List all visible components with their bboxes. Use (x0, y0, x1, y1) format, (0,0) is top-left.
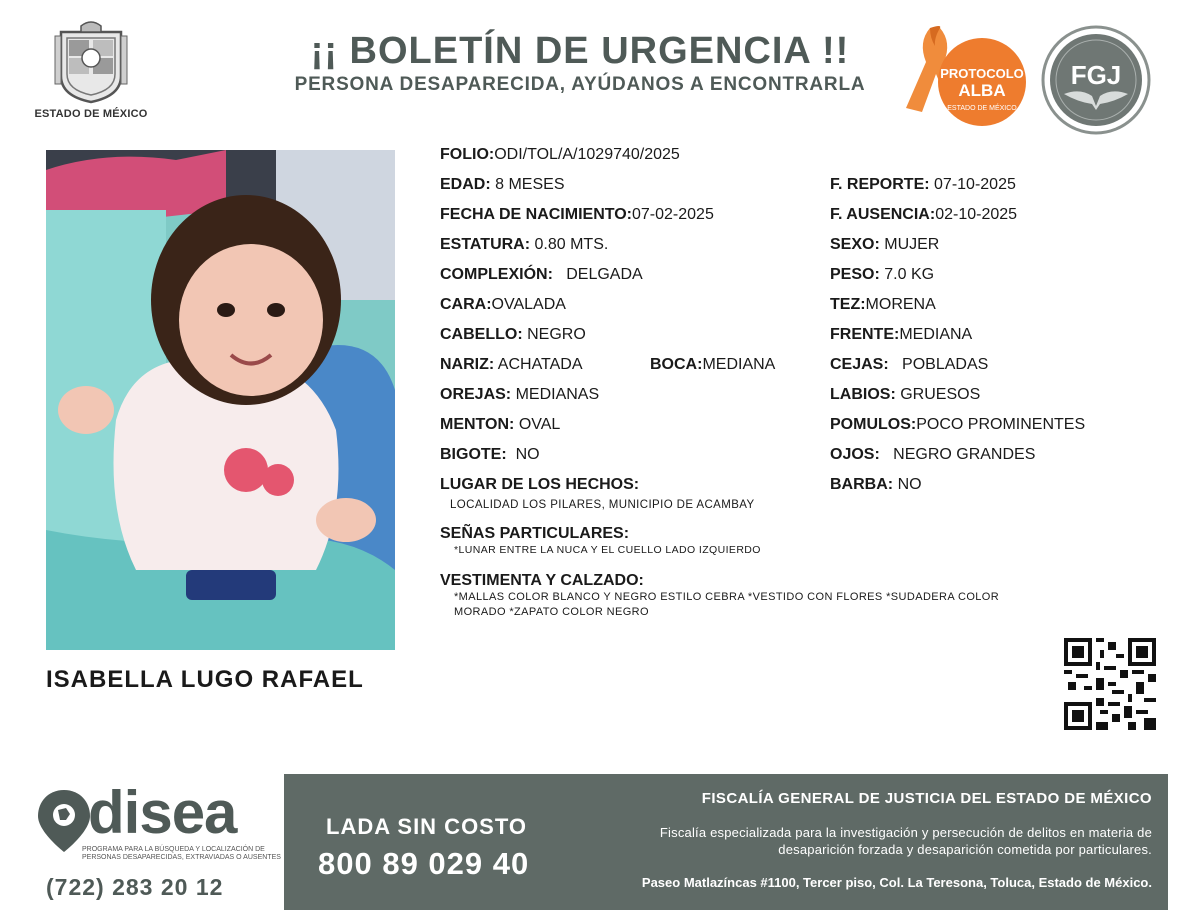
field-label: FOLIO: (440, 146, 495, 163)
photo-illustration (46, 150, 395, 650)
field-label: POMULOS: (830, 416, 917, 433)
field-tez (830, 295, 936, 315)
field-label: MENTON: (440, 416, 515, 433)
person-name: ISABELLA LUGO RAFAEL (46, 666, 364, 693)
field-vestimenta-label (440, 571, 644, 591)
field-label: CABELLO: (440, 326, 523, 343)
field-complexion (440, 265, 643, 285)
odisea-program (36, 779, 281, 906)
field-label: LABIOS: (830, 386, 896, 403)
footer-contact-bar (284, 774, 1168, 910)
field-cara (440, 295, 566, 315)
field-labios (830, 385, 980, 405)
field-value: 07-10-2025 (934, 176, 1016, 193)
field-value: 7.0 KG (884, 266, 935, 283)
field-label: CEJAS: (830, 356, 889, 373)
odisea-wordmark: disea (88, 779, 237, 846)
bulletin-title: ¡¡ BOLETÍN DE URGENCIA !! (310, 30, 850, 72)
field-value: MEDIANAS (515, 386, 600, 403)
alba-line3: ESTADO DE MÉXICO (947, 105, 1017, 112)
field-label: FECHA DE NACIMIENTO: (440, 206, 632, 223)
qr-code[interactable] (1064, 638, 1156, 730)
field-nariz (440, 355, 583, 375)
field-f-ausencia (830, 205, 1017, 225)
field-label: CARA: (440, 296, 492, 313)
field-label: NARIZ: (440, 356, 495, 373)
map-pin-icon (36, 788, 92, 854)
field-label: PESO: (830, 266, 880, 283)
field-label: LUGAR DE LOS HECHOS: (440, 476, 640, 493)
fiscalia-name: FISCALÍA GENERAL DE JUSTICIA DEL ESTADO DE MÉXICO (701, 790, 1152, 807)
field-label: VESTIMENTA Y CALZADO: (440, 572, 644, 589)
field-value: 07-02-2025 (632, 206, 714, 223)
field-value: MEDIANA (702, 356, 776, 373)
field-estatura (440, 235, 608, 255)
bulletin-header (240, 30, 920, 96)
field-value: 0.80 MTS. (534, 236, 609, 253)
field-value: OVAL (518, 416, 561, 433)
person-details (440, 143, 1160, 633)
field-value: ODI/TOL/A/1029740/2025 (494, 146, 680, 163)
field-pomulos (830, 415, 1085, 435)
field-value: ACHATADA (497, 356, 583, 373)
field-value: DELGADA (566, 266, 643, 283)
field-barba (830, 475, 922, 495)
field-value: MEDIANA (899, 326, 973, 343)
odisea-description: PROGRAMA PARA LA BÚSQUEDA Y LOCALIZACIÓN DE PERSONAS DESAPARECIDAS, EXTRAVIADAS O AUSENTES (82, 846, 281, 861)
bulletin-subtitle: PERSONA DESAPARECIDA, AYÚDANOS A ENCONTRARLA (294, 74, 866, 95)
field-label: OREJAS: (440, 386, 512, 403)
ribbon-icon (900, 22, 1030, 134)
field-label: COMPLEXIÓN: (440, 266, 553, 283)
field-folio (440, 145, 680, 165)
field-frente (830, 325, 972, 345)
field-lugar-value: LOCALIDAD LOS PILARES, MUNICIPIO DE ACAMBAY (450, 499, 755, 511)
field-menton (440, 415, 560, 435)
odisea-phone[interactable]: (722) 283 20 12 (46, 874, 224, 900)
field-lugar-label (440, 475, 639, 495)
field-cejas (830, 355, 988, 375)
field-boca (650, 355, 775, 375)
fiscalia-description: Fiscalía especializada para la investigación y persecución de delitos en materia de desaparición forzada y desaparición cometida por particulares. (659, 825, 1152, 857)
fiscalia-address: Paseo Matlazíncas #1100, Tercer piso, Col. La Teresona, Toluca, Estado de México. (641, 875, 1152, 890)
field-value: 02-10-2025 (935, 206, 1018, 223)
coat-of-arms-icon (51, 18, 131, 104)
field-value: MUJER (884, 236, 940, 253)
field-label: OJOS: (830, 446, 880, 463)
field-label: BARBA: (830, 476, 894, 493)
toll-free-label: LADA SIN COSTO (326, 814, 528, 839)
field-bigote (440, 445, 540, 465)
field-label: FRENTE: (830, 326, 900, 343)
field-vestimenta-value: *MALLAS COLOR BLANCO Y NEGRO ESTILO CEBRA *VESTIDO CON FLORES *SUDADERA COLOR MORADO *ZAPATO COLOR NEGRO (454, 591, 1000, 618)
field-peso (830, 265, 934, 285)
field-f-reporte (830, 175, 1016, 195)
field-value: NEGRO GRANDES (893, 446, 1036, 463)
field-ojos (830, 445, 1035, 465)
field-sexo (830, 235, 939, 255)
field-value: NO (897, 476, 922, 493)
field-value: 8 MESES (495, 176, 565, 193)
alba-line2: ALBA (958, 81, 1006, 100)
field-senas-value: *LUNAR ENTRE LA NUCA Y EL CUELLO LADO IZQUIERDO (454, 544, 761, 556)
field-value: NO (515, 446, 540, 463)
field-orejas (440, 385, 599, 405)
field-label: SEXO: (830, 236, 880, 253)
alba-line1: PROTOCOLO (940, 66, 1024, 81)
fgj-seal (1040, 24, 1152, 136)
field-edad (440, 175, 564, 195)
field-value: OVALADA (491, 296, 566, 313)
qr-code-icon (1064, 638, 1156, 730)
field-label: BOCA: (650, 356, 703, 373)
protocolo-alba-logo (900, 22, 1030, 134)
field-fecha-nacimiento (440, 205, 714, 225)
toll-free-number[interactable]: 800 89 029 40 (318, 846, 530, 881)
field-cabello (440, 325, 586, 345)
field-value: POCO PROMINENTES (916, 416, 1086, 433)
field-label: TEZ: (830, 296, 866, 313)
field-label: BIGOTE: (440, 446, 507, 463)
fgj-abbr: FGJ (1070, 60, 1122, 90)
field-senas-label (440, 524, 629, 544)
missing-person-photo (46, 150, 395, 650)
field-label: SEÑAS PARTICULARES: (440, 525, 630, 542)
field-label: EDAD: (440, 176, 491, 193)
field-value: NEGRO (527, 326, 586, 343)
field-value: POBLADAS (902, 356, 989, 373)
field-value: MORENA (865, 296, 936, 313)
estado-de-mexico-logo (28, 18, 154, 128)
field-label: F. REPORTE: (830, 176, 930, 193)
field-value: GRUESOS (900, 386, 981, 403)
field-label: F. AUSENCIA: (830, 206, 936, 223)
state-label: ESTADO DE MÉXICO (34, 108, 148, 120)
field-label: ESTATURA: (440, 236, 531, 253)
fgj-seal-icon (1040, 24, 1152, 136)
